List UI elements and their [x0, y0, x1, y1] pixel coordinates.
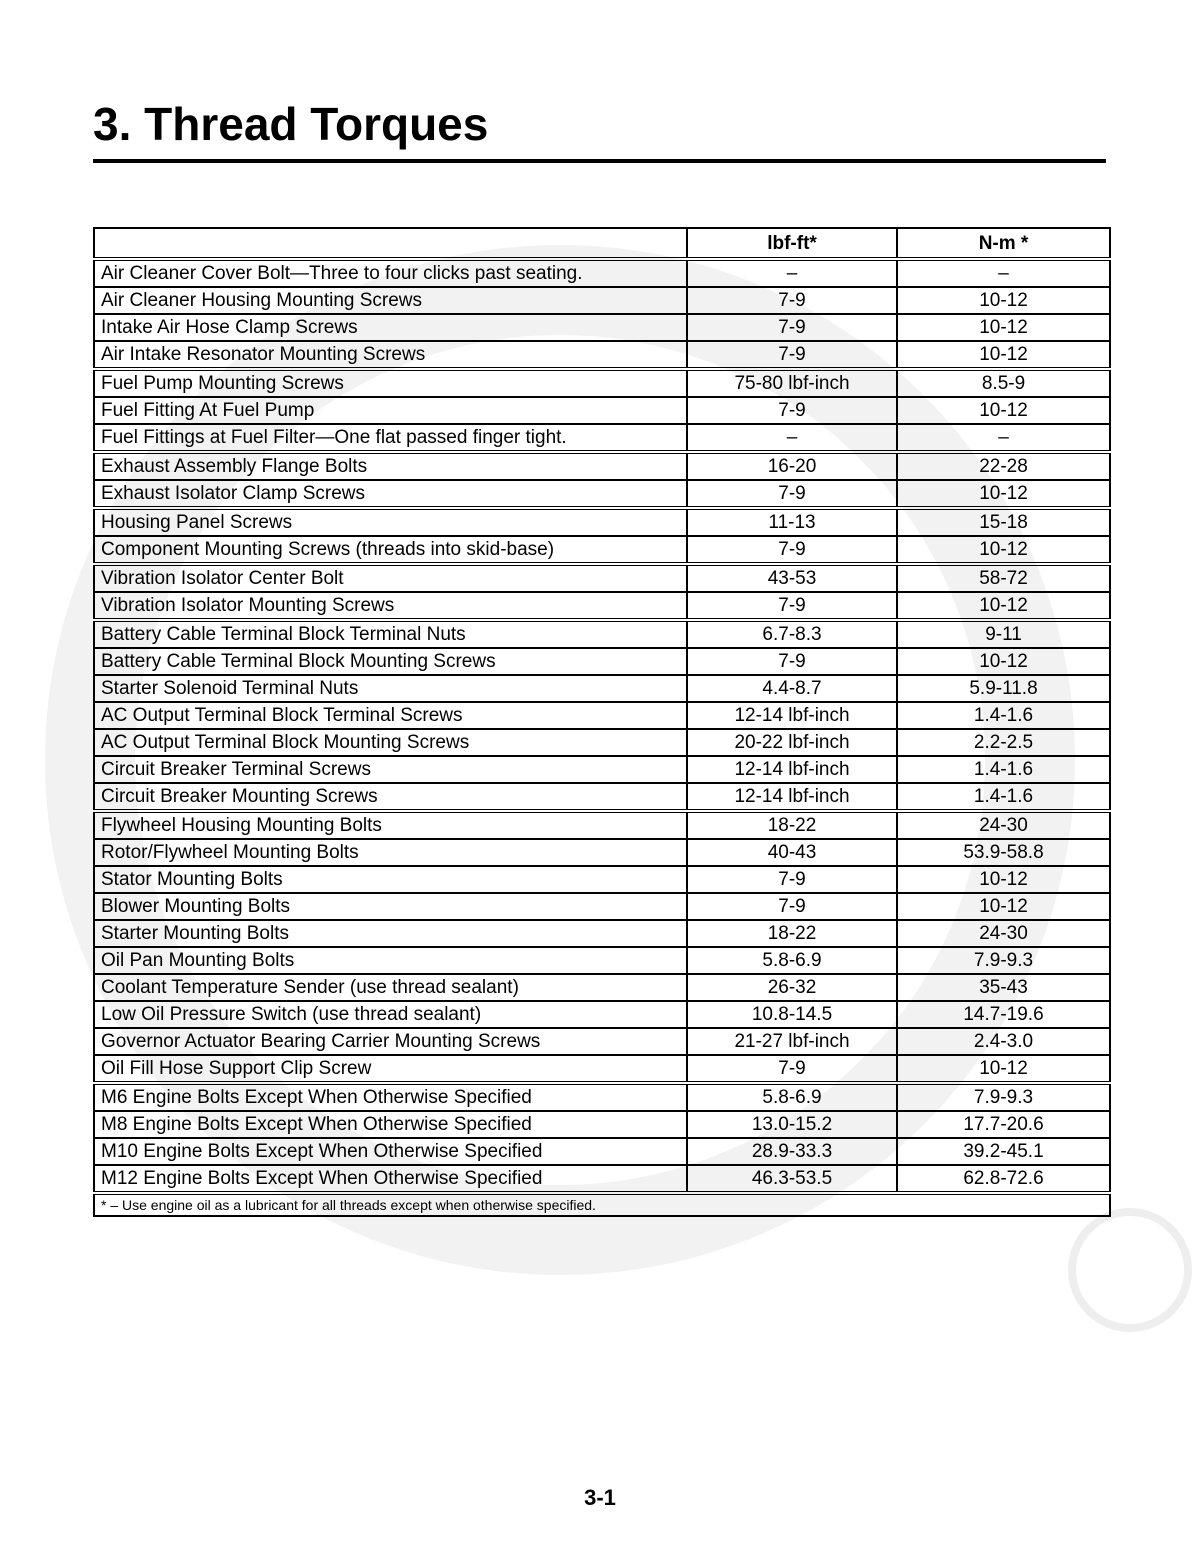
torque-n-m: 10-12	[897, 592, 1110, 620]
torque-n-m: 24-30	[897, 811, 1110, 839]
torque-lbf-ft: –	[687, 259, 897, 287]
torque-n-m: 1.4-1.6	[897, 783, 1110, 811]
torque-n-m: 2.4-3.0	[897, 1028, 1110, 1055]
fastener-description: M12 Engine Bolts Except When Otherwise Specified	[94, 1165, 687, 1193]
table-row	[94, 756, 1110, 783]
page-number: 3-1	[584, 1485, 616, 1510]
torque-lbf-ft: –	[687, 424, 897, 452]
fastener-description: Fuel Pump Mounting Screws	[94, 369, 687, 397]
fastener-description: Vibration Isolator Center Bolt	[94, 564, 687, 592]
table-row	[94, 341, 1110, 369]
table-row	[94, 893, 1110, 920]
torque-n-m: 10-12	[897, 480, 1110, 508]
fastener-description: Stator Mounting Bolts	[94, 866, 687, 893]
torque-n-m: 1.4-1.6	[897, 756, 1110, 783]
fastener-description: AC Output Terminal Block Terminal Screws	[94, 702, 687, 729]
torque-lbf-ft: 7-9	[687, 287, 897, 314]
table-row	[94, 424, 1110, 452]
torque-lbf-ft: 6.7-8.3	[687, 620, 897, 648]
fastener-description: Coolant Temperature Sender (use thread sealant)	[94, 974, 687, 1001]
torque-lbf-ft: 5.8-6.9	[687, 947, 897, 974]
torque-n-m: 10-12	[897, 341, 1110, 369]
torque-lbf-ft: 11-13	[687, 508, 897, 536]
fastener-description: Air Intake Resonator Mounting Screws	[94, 341, 687, 369]
torque-lbf-ft: 46.3-53.5	[687, 1165, 897, 1193]
fastener-description: Battery Cable Terminal Block Mounting Screws	[94, 648, 687, 675]
torque-lbf-ft: 7-9	[687, 314, 897, 341]
table-row	[94, 783, 1110, 811]
torque-n-m: 17.7-20.6	[897, 1111, 1110, 1138]
fastener-description: AC Output Terminal Block Mounting Screws	[94, 729, 687, 756]
table-row	[94, 314, 1110, 341]
torque-n-m: 9-11	[897, 620, 1110, 648]
fastener-description: Battery Cable Terminal Block Terminal Nuts	[94, 620, 687, 648]
table-row	[94, 508, 1110, 536]
column-header-lbf-ft: lbf-ft*	[687, 228, 897, 259]
torque-lbf-ft: 7-9	[687, 397, 897, 424]
torque-lbf-ft: 13.0-15.2	[687, 1111, 897, 1138]
torque-lbf-ft: 7-9	[687, 480, 897, 508]
table-row	[94, 287, 1110, 314]
table-row	[94, 536, 1110, 564]
torque-lbf-ft: 7-9	[687, 341, 897, 369]
table-row	[94, 592, 1110, 620]
torque-n-m: 2.2-2.5	[897, 729, 1110, 756]
torque-lbf-ft: 16-20	[687, 452, 897, 480]
torque-lbf-ft: 40-43	[687, 839, 897, 866]
table-row	[94, 1111, 1110, 1138]
torque-lbf-ft: 12-14 lbf-inch	[687, 702, 897, 729]
fastener-description: Housing Panel Screws	[94, 508, 687, 536]
table-row	[94, 702, 1110, 729]
fastener-description: Fuel Fittings at Fuel Filter—One flat passed finger tight.	[94, 424, 687, 452]
fastener-description: Governor Actuator Bearing Carrier Mounting Screws	[94, 1028, 687, 1055]
torque-n-m: 58-72	[897, 564, 1110, 592]
fastener-description: Flywheel Housing Mounting Bolts	[94, 811, 687, 839]
table-row	[94, 648, 1110, 675]
fastener-description: Intake Air Hose Clamp Screws	[94, 314, 687, 341]
table-row	[94, 1001, 1110, 1028]
torque-n-m: 15-18	[897, 508, 1110, 536]
torque-n-m: 10-12	[897, 648, 1110, 675]
fastener-description: Starter Solenoid Terminal Nuts	[94, 675, 687, 702]
table-row	[94, 1055, 1110, 1083]
fastener-description: M6 Engine Bolts Except When Otherwise Specified	[94, 1083, 687, 1111]
fastener-description: Starter Mounting Bolts	[94, 920, 687, 947]
fastener-description: Circuit Breaker Mounting Screws	[94, 783, 687, 811]
torque-n-m: 10-12	[897, 314, 1110, 341]
table-header-row	[94, 228, 1110, 259]
torque-n-m: –	[897, 259, 1110, 287]
torque-n-m: 35-43	[897, 974, 1110, 1001]
table-body	[94, 259, 1110, 1216]
footnote: * – Use engine oil as a lubricant for all threads except when otherwise specified.	[94, 1193, 1110, 1216]
torque-lbf-ft: 28.9-33.3	[687, 1138, 897, 1165]
torque-lbf-ft: 18-22	[687, 811, 897, 839]
table-row	[94, 452, 1110, 480]
torque-n-m: 10-12	[897, 1055, 1110, 1083]
fastener-description: M8 Engine Bolts Except When Otherwise Specified	[94, 1111, 687, 1138]
torque-lbf-ft: 18-22	[687, 920, 897, 947]
fastener-description: Oil Fill Hose Support Clip Screw	[94, 1055, 687, 1083]
fastener-description: Air Cleaner Housing Mounting Screws	[94, 287, 687, 314]
torque-lbf-ft: 7-9	[687, 893, 897, 920]
fastener-description: Rotor/Flywheel Mounting Bolts	[94, 839, 687, 866]
table-row	[94, 729, 1110, 756]
torque-lbf-ft: 7-9	[687, 536, 897, 564]
table-row	[94, 1138, 1110, 1165]
torque-n-m: 24-30	[897, 920, 1110, 947]
table-row	[94, 866, 1110, 893]
torque-lbf-ft: 10.8-14.5	[687, 1001, 897, 1028]
table-row	[94, 1165, 1110, 1193]
torque-n-m: 39.2-45.1	[897, 1138, 1110, 1165]
table-row	[94, 675, 1110, 702]
table-row	[94, 920, 1110, 947]
torque-n-m: 22-28	[897, 452, 1110, 480]
torque-lbf-ft: 7-9	[687, 592, 897, 620]
torque-n-m: 7.9-9.3	[897, 1083, 1110, 1111]
table-row	[94, 397, 1110, 424]
table-row	[94, 1028, 1110, 1055]
torque-lbf-ft: 75-80 lbf-inch	[687, 369, 897, 397]
footnote-row	[94, 1193, 1110, 1216]
torque-n-m: 53.9-58.8	[897, 839, 1110, 866]
torque-n-m: 7.9-9.3	[897, 947, 1110, 974]
torque-lbf-ft: 7-9	[687, 866, 897, 893]
torque-n-m: 8.5-9	[897, 369, 1110, 397]
torque-lbf-ft: 21-27 lbf-inch	[687, 1028, 897, 1055]
table-row	[94, 974, 1110, 1001]
fastener-description: Vibration Isolator Mounting Screws	[94, 592, 687, 620]
torque-lbf-ft: 5.8-6.9	[687, 1083, 897, 1111]
title-rule	[93, 159, 1106, 163]
fastener-description: Exhaust Isolator Clamp Screws	[94, 480, 687, 508]
torque-n-m: 5.9-11.8	[897, 675, 1110, 702]
torque-n-m: 62.8-72.6	[897, 1165, 1110, 1193]
table-row	[94, 564, 1110, 592]
torque-n-m: 10-12	[897, 287, 1110, 314]
fastener-description: Exhaust Assembly Flange Bolts	[94, 452, 687, 480]
column-header-description	[94, 228, 687, 259]
table-row	[94, 811, 1110, 839]
fastener-description: M10 Engine Bolts Except When Otherwise Specified	[94, 1138, 687, 1165]
table-row	[94, 1083, 1110, 1111]
page-title: 3. Thread Torques	[93, 98, 489, 150]
column-header-n-m: N-m *	[897, 228, 1110, 259]
torque-lbf-ft: 4.4-8.7	[687, 675, 897, 702]
table-row	[94, 369, 1110, 397]
table-row	[94, 480, 1110, 508]
torque-lbf-ft: 26-32	[687, 974, 897, 1001]
table-row	[94, 839, 1110, 866]
torque-lbf-ft: 43-53	[687, 564, 897, 592]
fastener-description: Fuel Fitting At Fuel Pump	[94, 397, 687, 424]
torque-n-m: 10-12	[897, 397, 1110, 424]
torque-lbf-ft: 12-14 lbf-inch	[687, 756, 897, 783]
fastener-description: Air Cleaner Cover Bolt—Three to four clicks past seating.	[94, 259, 687, 287]
fastener-description: Low Oil Pressure Switch (use thread sealant)	[94, 1001, 687, 1028]
torque-n-m: –	[897, 424, 1110, 452]
fastener-description: Component Mounting Screws (threads into skid-base)	[94, 536, 687, 564]
fastener-description: Blower Mounting Bolts	[94, 893, 687, 920]
torque-lbf-ft: 12-14 lbf-inch	[687, 783, 897, 811]
thread-torque-table	[93, 227, 1111, 1217]
torque-lbf-ft: 20-22 lbf-inch	[687, 729, 897, 756]
fastener-description: Circuit Breaker Terminal Screws	[94, 756, 687, 783]
torque-lbf-ft: 7-9	[687, 1055, 897, 1083]
torque-n-m: 14.7-19.6	[897, 1001, 1110, 1028]
torque-n-m: 1.4-1.6	[897, 702, 1110, 729]
table-row	[94, 620, 1110, 648]
fastener-description: Oil Pan Mounting Bolts	[94, 947, 687, 974]
torque-n-m: 10-12	[897, 866, 1110, 893]
table-row	[94, 947, 1110, 974]
torque-n-m: 10-12	[897, 893, 1110, 920]
torque-n-m: 10-12	[897, 536, 1110, 564]
table-row	[94, 259, 1110, 287]
torque-lbf-ft: 7-9	[687, 648, 897, 675]
